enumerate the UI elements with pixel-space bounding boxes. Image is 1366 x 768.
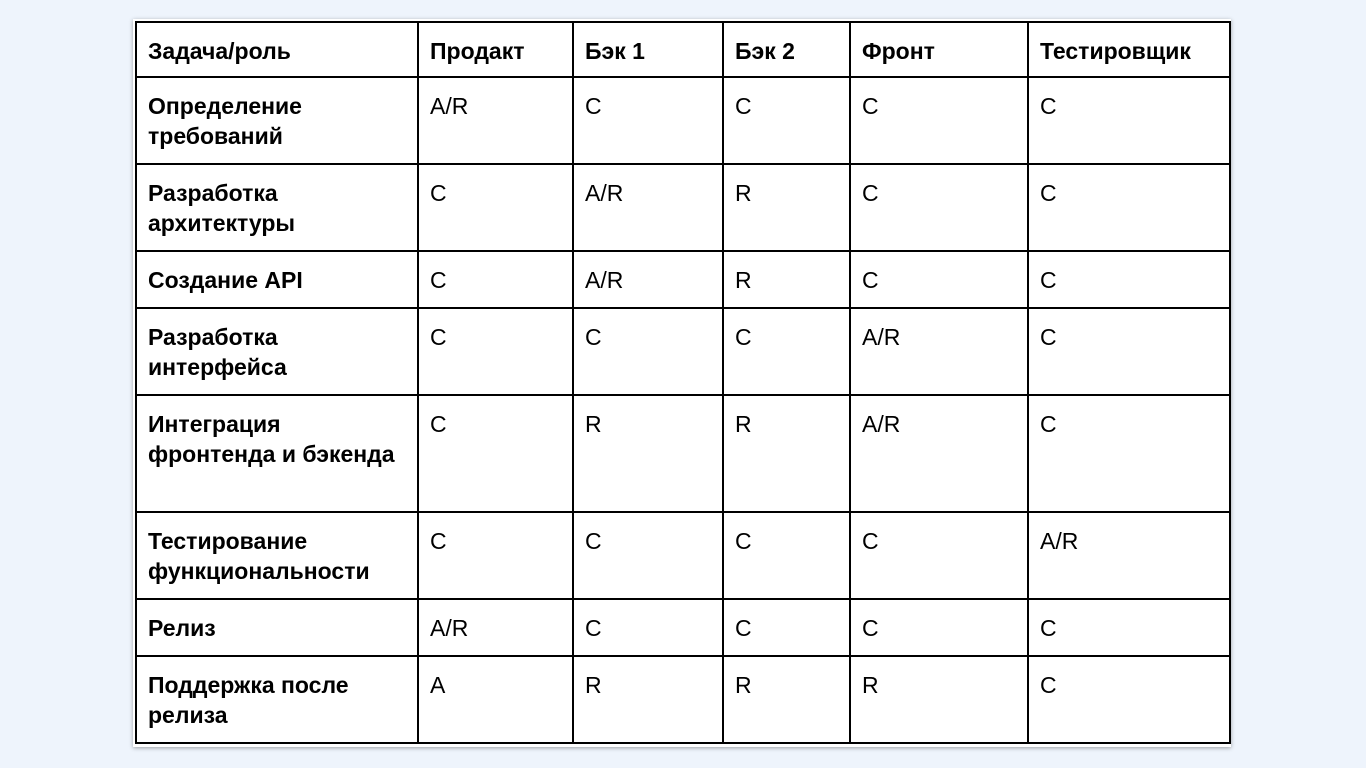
table-row bbox=[136, 77, 1230, 164]
value-cell: A/R bbox=[573, 251, 723, 308]
value-cell: R bbox=[573, 395, 723, 512]
value-cell: R bbox=[723, 164, 850, 251]
table-row bbox=[136, 251, 1230, 308]
value-cell: C bbox=[573, 77, 723, 164]
header-front: Фронт bbox=[850, 22, 1028, 77]
value-cell: C bbox=[1028, 308, 1230, 395]
value-cell: R bbox=[723, 395, 850, 512]
header-product: Продакт bbox=[418, 22, 573, 77]
header-back-1: Бэк 1 bbox=[573, 22, 723, 77]
value-cell: C bbox=[1028, 656, 1230, 743]
value-cell: C bbox=[418, 251, 573, 308]
value-cell: C bbox=[1028, 164, 1230, 251]
header-back-2: Бэк 2 bbox=[723, 22, 850, 77]
value-cell: C bbox=[850, 251, 1028, 308]
header-tester: Тестировщик bbox=[1028, 22, 1230, 77]
task-cell: Создание API bbox=[136, 251, 418, 308]
task-cell: Определение требований bbox=[136, 77, 418, 164]
value-cell: R bbox=[573, 656, 723, 743]
value-cell: C bbox=[723, 512, 850, 599]
value-cell: A/R bbox=[573, 164, 723, 251]
value-cell: A/R bbox=[418, 599, 573, 656]
value-cell: C bbox=[850, 77, 1028, 164]
task-cell: Релиз bbox=[136, 599, 418, 656]
value-cell: C bbox=[418, 164, 573, 251]
value-cell: C bbox=[418, 512, 573, 599]
value-cell: C bbox=[1028, 251, 1230, 308]
header-task-role: Задача/роль bbox=[136, 22, 418, 77]
value-cell: C bbox=[1028, 395, 1230, 512]
task-cell: Тестирование функциональности bbox=[136, 512, 418, 599]
value-cell: C bbox=[573, 599, 723, 656]
value-cell: C bbox=[1028, 77, 1230, 164]
value-cell: C bbox=[573, 308, 723, 395]
header-row bbox=[136, 22, 1230, 77]
value-cell: A/R bbox=[418, 77, 573, 164]
value-cell: C bbox=[850, 512, 1028, 599]
task-cell: Интеграция фронтенда и бэкенда bbox=[136, 395, 418, 512]
value-cell: C bbox=[418, 308, 573, 395]
value-cell: R bbox=[723, 656, 850, 743]
value-cell: A/R bbox=[1028, 512, 1230, 599]
value-cell: C bbox=[418, 395, 573, 512]
value-cell: R bbox=[723, 251, 850, 308]
table-row bbox=[136, 395, 1230, 512]
table-row bbox=[136, 512, 1230, 599]
value-cell: R bbox=[850, 656, 1028, 743]
task-cell: Разработка архитектуры bbox=[136, 164, 418, 251]
value-cell: C bbox=[723, 308, 850, 395]
value-cell: C bbox=[723, 77, 850, 164]
table-row bbox=[136, 656, 1230, 743]
value-cell: A/R bbox=[850, 395, 1028, 512]
table-row bbox=[136, 164, 1230, 251]
document-page bbox=[133, 19, 1231, 747]
raci-table bbox=[135, 21, 1231, 744]
value-cell: C bbox=[850, 599, 1028, 656]
value-cell: C bbox=[573, 512, 723, 599]
task-cell: Разработка интерфейса bbox=[136, 308, 418, 395]
task-cell: Поддержка после релиза bbox=[136, 656, 418, 743]
value-cell: C bbox=[1028, 599, 1230, 656]
value-cell: A bbox=[418, 656, 573, 743]
value-cell: C bbox=[850, 164, 1028, 251]
value-cell: C bbox=[723, 599, 850, 656]
table-row bbox=[136, 599, 1230, 656]
table-row bbox=[136, 308, 1230, 395]
value-cell: A/R bbox=[850, 308, 1028, 395]
